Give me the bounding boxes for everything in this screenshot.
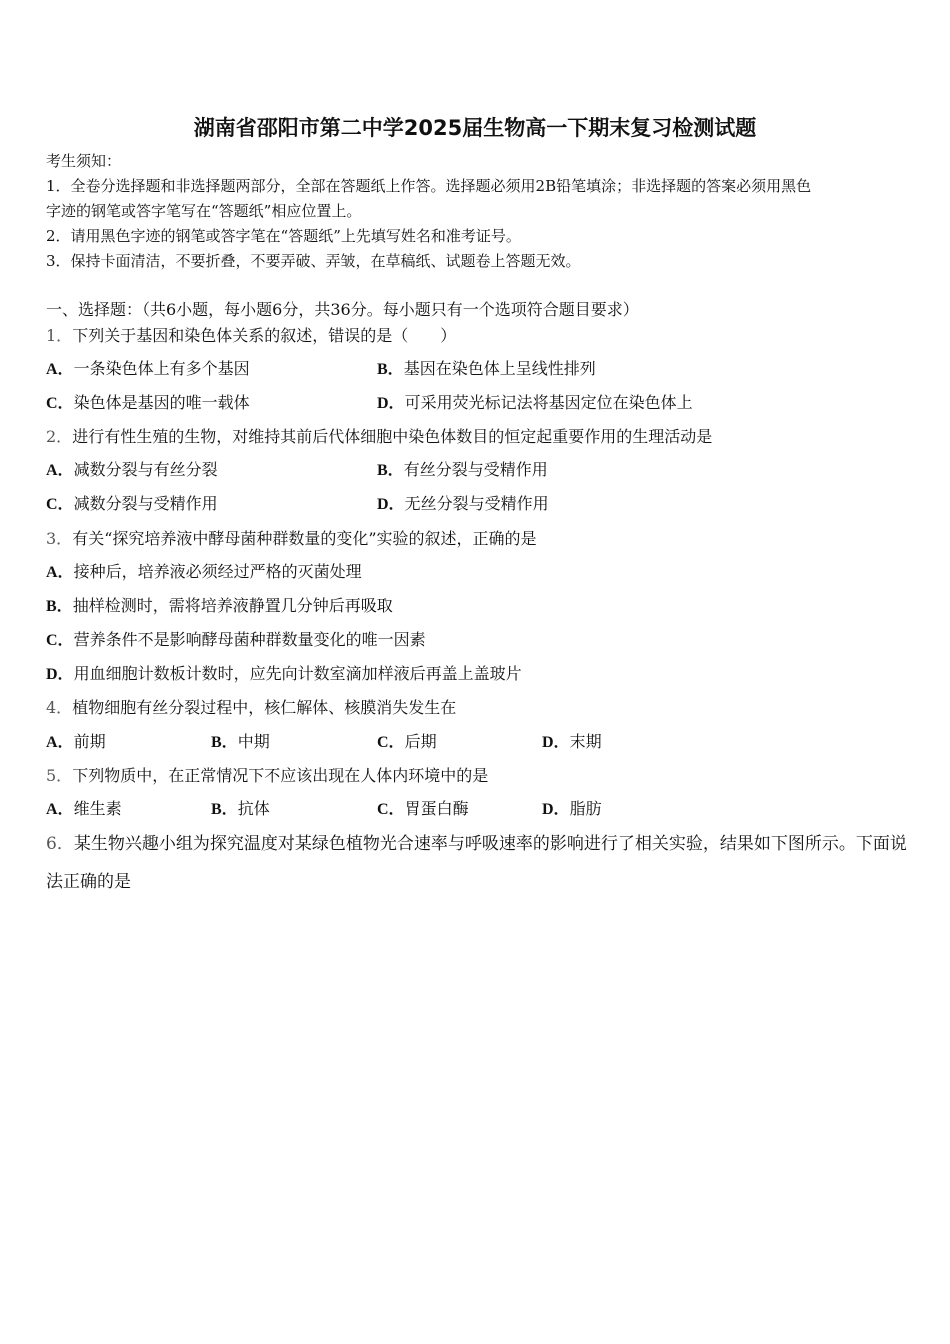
option-c[interactable] [377, 799, 469, 820]
question-number: 6． [46, 834, 74, 854]
option-text: 维生素 [73, 799, 122, 818]
question-number: 1． [46, 326, 73, 345]
option-text: 胃蛋白酶 [404, 799, 469, 818]
option-c[interactable] [377, 732, 437, 753]
question-5 [46, 766, 488, 786]
option-key: A． [46, 462, 74, 479]
option-text: 减数分裂与有丝分裂 [73, 460, 218, 479]
option-text: 末期 [569, 732, 602, 751]
option-b[interactable] [377, 359, 596, 380]
option-key: D． [542, 734, 570, 751]
option-key: B． [46, 598, 73, 615]
option-key: A． [46, 564, 74, 581]
option-key: D． [542, 801, 570, 818]
option-text: 中期 [237, 732, 270, 751]
option-a[interactable] [46, 732, 106, 753]
option-key: C． [46, 632, 74, 649]
option-key: C． [377, 801, 405, 818]
option-text: 基因在染色体上呈线性排列 [403, 359, 596, 378]
notice-heading: 考生须知： [46, 152, 122, 170]
option-text: 抗体 [237, 799, 270, 818]
option-c[interactable] [46, 393, 250, 414]
question-number: 2． [46, 427, 73, 446]
question-text: 某生物兴趣小组为探究温度对某绿色植物光合速率与呼吸速率的影响进行了相关实验，结果如下图所示。下面说法正确的是 [46, 834, 907, 892]
option-text: 营养条件不是影响酵母菌种群数量变化的唯一因素 [73, 630, 426, 649]
option-key: B． [377, 361, 404, 378]
option-text: 接种后，培养液必须经过严格的灭菌处理 [73, 562, 362, 581]
option-text: 后期 [404, 732, 437, 751]
question-text: 进行有性生殖的生物，对维持其前后代体细胞中染色体数目的恒定起重要作用的生理活动是 [72, 427, 713, 446]
option-text: 用血细胞计数板计数时，应先向计数室滴加样液后再盖上盖玻片 [73, 664, 522, 683]
option-d[interactable] [46, 664, 522, 685]
option-key: B． [211, 801, 238, 818]
notice-item: 1．全卷分选择题和非选择题两部分，全部在答题纸上作答。选择题必须用2B铅笔填涂；非选择题的答案必须用黑色 [46, 177, 812, 195]
option-d[interactable] [377, 494, 549, 515]
question-2 [46, 427, 712, 447]
option-text: 抽样检测时，需将培养液静置几分钟后再吸取 [72, 596, 393, 615]
option-text: 染色体是基因的唯一载体 [73, 393, 250, 412]
question-1 [46, 326, 456, 346]
question-text: 下列关于基因和染色体关系的叙述，错误的是（ ） [72, 326, 457, 345]
option-a[interactable] [46, 562, 362, 583]
question-4 [46, 698, 456, 718]
option-text: 前期 [73, 732, 106, 751]
option-text: 可采用荧光标记法将基因定位在染色体上 [404, 393, 693, 412]
option-d[interactable] [377, 393, 693, 414]
question-number: 5． [46, 766, 73, 785]
question-text: 下列物质中，在正常情况下不应该出现在人体内环境中的是 [72, 766, 489, 785]
option-b[interactable] [377, 460, 548, 481]
option-a[interactable] [46, 460, 218, 481]
option-b[interactable] [46, 596, 393, 617]
option-text: 减数分裂与受精作用 [73, 494, 218, 513]
question-3 [46, 529, 537, 549]
option-key: C． [46, 496, 74, 513]
option-c[interactable] [46, 630, 426, 651]
option-key: A． [46, 734, 74, 751]
notice-item: 3．保持卡面清洁，不要折叠，不要弄破、弄皱，在草稿纸、试题卷上答题无效。 [46, 252, 581, 270]
option-b[interactable] [211, 799, 270, 820]
option-key: B． [211, 734, 238, 751]
option-key: A． [46, 801, 74, 818]
notice-item: 2．请用黑色字迹的钢笔或答字笔在“答题纸”上先填写姓名和准考证号。 [46, 227, 521, 245]
option-d[interactable] [542, 799, 602, 820]
option-a[interactable] [46, 359, 250, 380]
section-header: 一、选择题：（共6小题，每小题6分，共36分。每小题只有一个选项符合题目要求） [46, 300, 639, 319]
option-c[interactable] [46, 494, 218, 515]
question-6 [46, 825, 916, 901]
option-text: 脂肪 [569, 799, 602, 818]
option-text: 一条染色体上有多个基因 [73, 359, 250, 378]
option-key: B． [377, 462, 404, 479]
question-text: 植物细胞有丝分裂过程中，核仁解体、核膜消失发生在 [72, 698, 457, 717]
option-key: D． [377, 496, 405, 513]
question-text: 有关“探究培养液中酵母菌种群数量的变化”实验的叙述，正确的是 [72, 529, 537, 548]
question-number: 4． [46, 698, 73, 717]
question-number: 3． [46, 529, 73, 548]
option-key: C． [46, 395, 74, 412]
option-key: A． [46, 361, 74, 378]
option-key: D． [377, 395, 405, 412]
option-a[interactable] [46, 799, 122, 820]
option-text: 无丝分裂与受精作用 [404, 494, 549, 513]
notice-item: 字迹的钢笔或答字笔写在“答题纸”相应位置上。 [46, 202, 362, 220]
option-b[interactable] [211, 732, 270, 753]
option-key: C． [377, 734, 405, 751]
option-text: 有丝分裂与受精作用 [403, 460, 548, 479]
option-d[interactable] [542, 732, 602, 753]
page-title: 湖南省邵阳市第二中学2025届生物高一下期末复习检测试题 [193, 116, 757, 140]
option-key: D． [46, 666, 74, 683]
